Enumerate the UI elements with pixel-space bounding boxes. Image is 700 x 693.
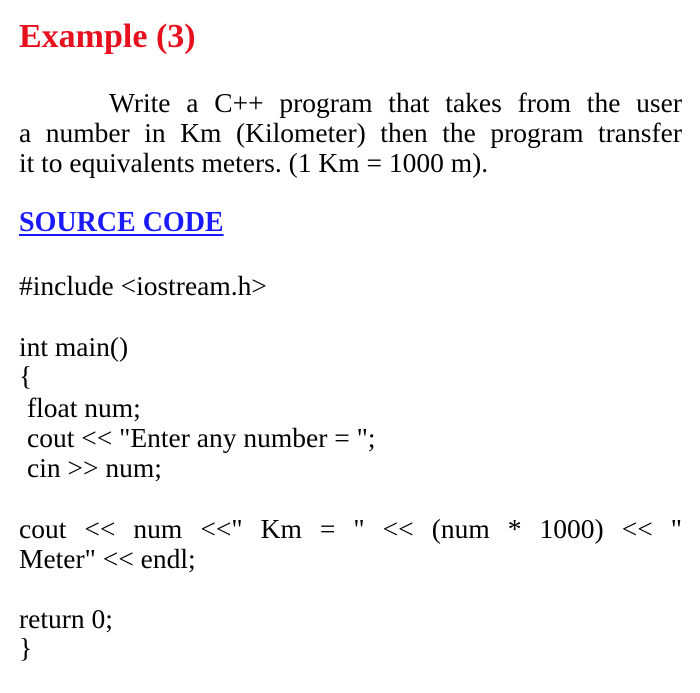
example-title: Example (3) (19, 18, 196, 55)
code-return: return 0; (19, 603, 113, 634)
problem-statement (19, 88, 682, 178)
problem-line-2: a number in Km (Kilometer) then the program transfer (19, 117, 682, 148)
code-prompt: cout << "Enter any number = "; (27, 422, 376, 453)
code-open-brace: { (19, 360, 33, 391)
problem-line-1 (19, 88, 682, 118)
code-output-line-1: cout << num <<" Km = " << (num * 1000) << " (19, 513, 682, 544)
source-code-heading: SOURCE CODE (19, 207, 224, 238)
problem-line-3: it to equivalents meters. (1 Km = 1000 m). (19, 147, 489, 178)
problem-text-1: Write a C++ program that takes from the user (109, 87, 682, 118)
code-input: cin >> num; (27, 452, 162, 483)
code-close-brace: } (19, 632, 33, 663)
code-include: #include <iostream.h> (19, 270, 267, 301)
code-main-signature: int main() (19, 331, 129, 362)
code-output-line-2: Meter" << endl; (19, 543, 196, 574)
code-declare: float num; (27, 392, 141, 423)
